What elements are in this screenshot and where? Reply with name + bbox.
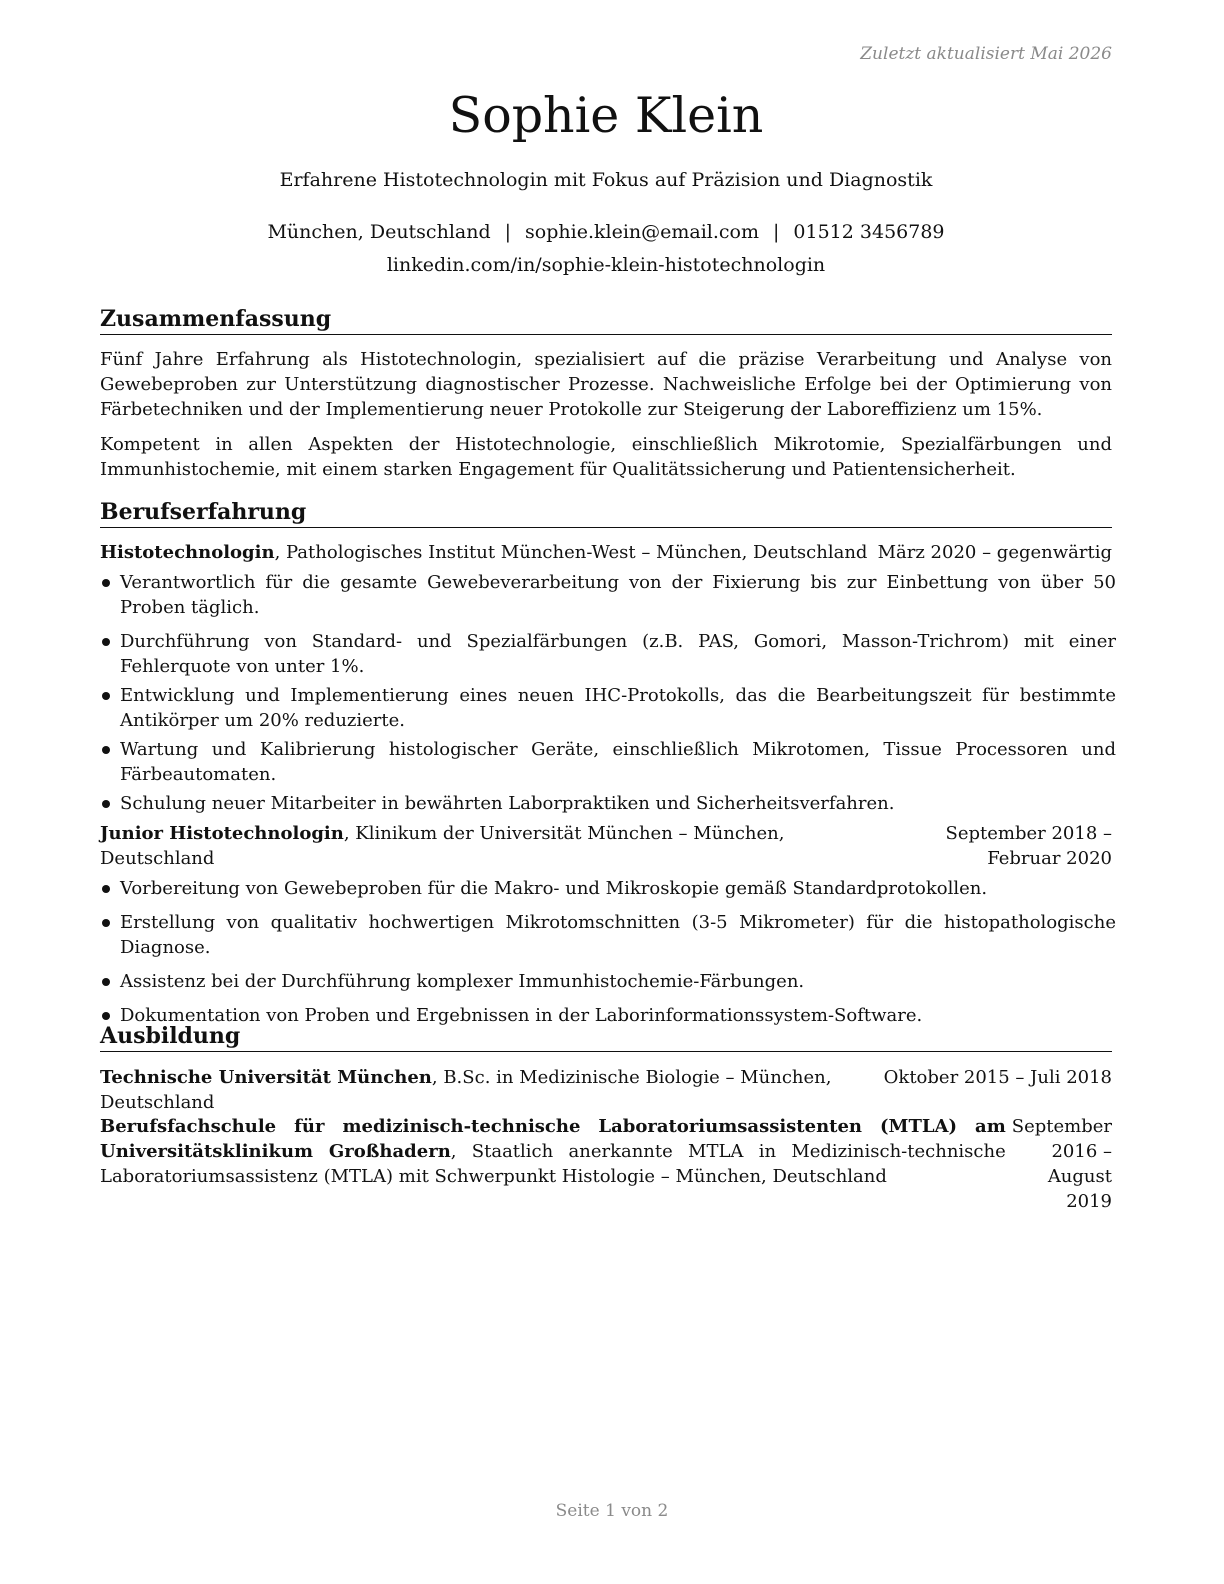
degree-detail: , Staatlich anerkannte MTLA in Medizinisch-technische Laboratoriumsassistenz (MTLA) mit Schwerpunkt Histologie – München, Deutschland bbox=[100, 1141, 1006, 1187]
education-dates: Oktober 2015 – Juli 2018 bbox=[883, 1067, 1112, 1088]
job-dates: September 2018 – Februar 2020 bbox=[945, 823, 1112, 869]
section-title-summary: Zusammenfassung bbox=[100, 305, 1112, 335]
section-title-experience: Berufserfahrung bbox=[100, 498, 1112, 528]
list-item: Schulung neuer Mitarbeiter in bewährten Laborpraktiken und Sicherheitsverfahren. bbox=[100, 791, 1116, 816]
location: München, Deutschland bbox=[267, 221, 491, 243]
contact-line bbox=[100, 219, 1112, 245]
bullet-icon bbox=[102, 978, 110, 986]
school-name: Berufsfachschule für medizinisch-technische Laboratoriumsassistenten (MTLA) am Universitätsklinikum Großhadern bbox=[100, 1116, 1006, 1162]
summary-paragraph: Fünf Jahre Erfahrung als Histotechnologin, spezialisiert auf die präzise Verarbeitung und Analyse von Gewebeproben zur Unterstützung diagnostischer Prozesse. Nachweisliche Erfolge bei der Optimierung von Färbetechniken und der Implementierung neuer Protokolle zur Steigerung der Laboreffizienz um 15%. bbox=[100, 349, 1112, 420]
tagline: Erfahrene Histotechnologin mit Fokus auf Präzision und Diagnostik bbox=[279, 169, 933, 191]
list-item: Vorbereitung von Gewebeproben für die Makro- und Mikroskopie gemäß Standardprotokollen. bbox=[100, 876, 1116, 901]
job-organization: , Pathologisches Institut München-West – München, Deutschland bbox=[274, 542, 868, 563]
job-bullets bbox=[100, 570, 1116, 816]
job-role: Histotechnologin bbox=[100, 542, 275, 563]
job-header bbox=[100, 821, 1112, 871]
list-item: Durchführung von Standard- und Spezialfärbungen (z.B. PAS, Gomori, Masson-Trichrom) mit einer Fehlerquote von unter 1%. bbox=[100, 629, 1116, 679]
bullet-icon bbox=[102, 579, 110, 587]
job-bullets bbox=[100, 876, 1116, 1028]
job-dates: März 2020 – gegenwärtig bbox=[877, 542, 1112, 563]
bullet-icon bbox=[102, 692, 110, 700]
last-updated: Zuletzt aktualisiert Mai 2026 bbox=[860, 44, 1112, 64]
list-item: Dokumentation von Proben und Ergebnissen in der Laborinformationssystem-Software. bbox=[100, 1003, 1116, 1028]
job-header bbox=[100, 540, 1112, 565]
bullet-icon bbox=[102, 919, 110, 927]
bullet-icon bbox=[102, 1012, 110, 1020]
summary-paragraph: Kompetent in allen Aspekten der Histotechnologie, einschließlich Mikrotomie, Spezialfärbungen und Immunhistochemie, mit einem starken Engagement für Qualitätssicherung und Patientensicherheit. bbox=[100, 434, 1112, 480]
degree-detail: , B.Sc. in Medizinische Biologie – München, Deutschland bbox=[100, 1067, 832, 1113]
list-item: Assistenz bei der Durchführung komplexer Immunhistochemie-Färbungen. bbox=[100, 969, 1116, 994]
education-entry bbox=[100, 1114, 1112, 1214]
email-link[interactable]: sophie.klein@email.com bbox=[525, 221, 760, 243]
list-item: Verantwortlich für die gesamte Gewebeverarbeitung von der Fixierung bis zur Einbettung von über 50 Proben täglich. bbox=[100, 570, 1116, 620]
list-item: Erstellung von qualitativ hochwertigen Mikrotomschnitten (3-5 Mikrometer) für die histopathologische Diagnose. bbox=[100, 910, 1116, 960]
bullet-icon bbox=[102, 746, 110, 754]
list-item: Wartung und Kalibrierung histologischer Geräte, einschließlich Mikrotomen, Tissue Processoren und Färbeautomaten. bbox=[100, 737, 1116, 787]
section-title-education: Ausbildung bbox=[100, 1022, 1112, 1052]
bullet-icon bbox=[102, 885, 110, 893]
linkedin-link[interactable]: linkedin.com/in/sophie-klein-histotechnologin bbox=[386, 254, 826, 276]
phone: 01512 3456789 bbox=[793, 221, 945, 243]
school-name: Technische Universität München bbox=[100, 1067, 432, 1088]
bullet-icon bbox=[102, 638, 110, 646]
contact-separator: | bbox=[504, 221, 512, 243]
page-number: Seite 1 von 2 bbox=[555, 1501, 669, 1521]
bullet-icon bbox=[102, 800, 110, 808]
job-organization: , Klinikum der Universität München – München, Deutschland bbox=[100, 823, 785, 869]
list-item: Entwicklung und Implementierung eines neuen IHC-Protokolls, das die Bearbeitungszeit für bestimmte Antikörper um 20% reduzierte. bbox=[100, 683, 1116, 733]
education-entry bbox=[100, 1065, 1112, 1115]
contact-separator: | bbox=[773, 221, 780, 243]
job-role: Junior Histotechnologin bbox=[100, 823, 344, 844]
candidate-name: Sophie Klein bbox=[448, 87, 764, 144]
education-dates: September 2016 – August 2019 bbox=[1011, 1116, 1112, 1212]
